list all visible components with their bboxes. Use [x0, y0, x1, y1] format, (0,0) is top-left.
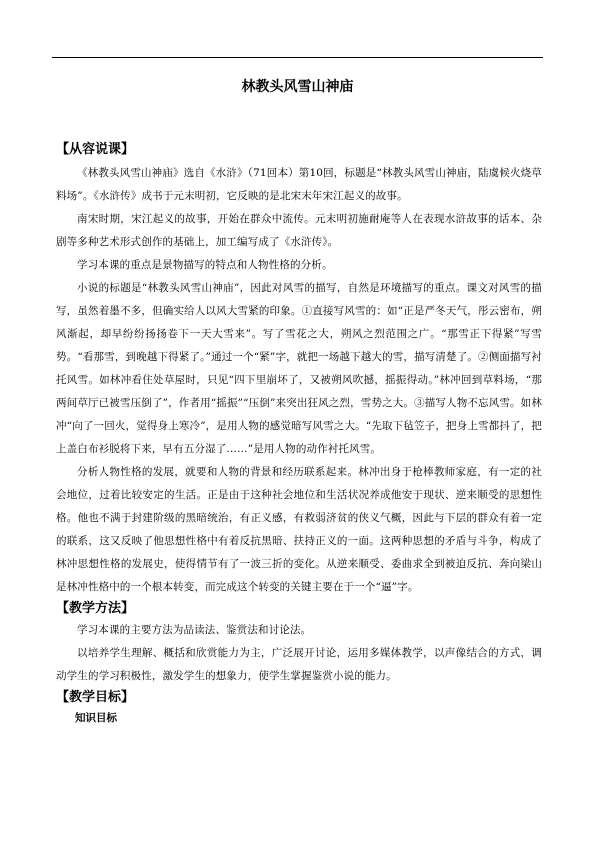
- section-heading-methods: 【教学方法】: [56, 601, 135, 616]
- subheading-knowledge-goals: 知识目标: [75, 712, 117, 724]
- document-body: [56, 140, 542, 728]
- paragraph: 《林教头风雪山神庙》选自《水浒》（71回本）第10回，标题是“林教头风雪山神庙，陆虞候火烧草料场”。《水浒传》成书于元末明初，它反映的是北宋末年宋江起义的故事。: [56, 167, 542, 202]
- paragraph: 小说的标题是“林教头风雪山神庙”，因此对风雪的描写，自然是环境描写的重点。课文对风雪的描写，虽然着墨不多，但确实给人以风大雪紧的印象。①直接写风雪的：如“正是严冬天气，彤云密布，朔风渐起，却早纷纷扬扬卷下一天大雪来”。写了雪花之大，朔风之烈范围之广。“那雪正下得紧”写雪势。“看那雪，到晚越下得紧了。”通过一个“紧”字，就把一场越下越大的雪，描写清楚了。②侧面描写衬托风雪。如林冲看住处草屋时，只见“四下里崩坏了，又被朔风吹撼，摇振得动。”林冲回到草料场，“那两间草厅已被雪压倒了”，作者用“摇振”“压倒”来突出狂风之烈，雪势之大。③描写人物不忘风雪。如林冲“向了一回火，觉得身上寒冷”，是用人物的感觉暗写风雪之大。“先取下毡笠子，把身上雪都抖了，把上盖白布衫脱将下来，早有五分湿了……”是用人物的动作衬托风雪。: [56, 282, 542, 455]
- paragraph: 学习本课的主要方法为品读法、鉴赏法和讨论法。: [77, 624, 312, 636]
- paragraph: 以培养学生理解、概括和欣赏能力为主，广泛展开讨论，运用多媒体教学，以声像结合的方式，调动学生的学习积极性，激发学生的想象力，使学生掌握鉴赏小说的能力。: [56, 647, 542, 682]
- paragraph: 学习本课的重点是景物描写的特点和人物性格的分析。: [77, 259, 333, 271]
- header-rule: [52, 57, 543, 58]
- section-heading-goals: 【教学目标】: [56, 690, 135, 705]
- document-title: 林教头风雪山神庙: [241, 79, 354, 95]
- section-heading-intro: 【从容说课】: [56, 142, 135, 157]
- paragraph: 南宋时期，宋江起义的故事，开始在群众中流传。元末明初施耐庵等人在表现水浒故事的话本、杂剧等多种艺术形式创作的基础上，加工编写成了《水浒传》。: [56, 213, 542, 248]
- paragraph: 分析人物性格的发展，就要和人物的背景和经历联系起来。林冲出身于枪棒教师家庭，有一定的社会地位，过着比较安定的生活。正是由于这种社会地位和生活状况养成他安于现状、逆来顺受的思想性格。他也不满于封建阶级的黑暗统治，有正义感，有救弱济贫的侠义气概，因此与下层的群众有着一定的联系，这又反映了他思想性格中有着反抗黑暗、扶持正义的一面。这两种思想的矛盾与斗争，构成了林冲思想性格的发展史，使得情节有了一波三折的变化。从逆来顺受、委曲求全到被迫反抗、奔向梁山是林冲性格中的一个根本转变，而完成这个转变的关键主要在于一个“逼”字。: [56, 466, 542, 593]
